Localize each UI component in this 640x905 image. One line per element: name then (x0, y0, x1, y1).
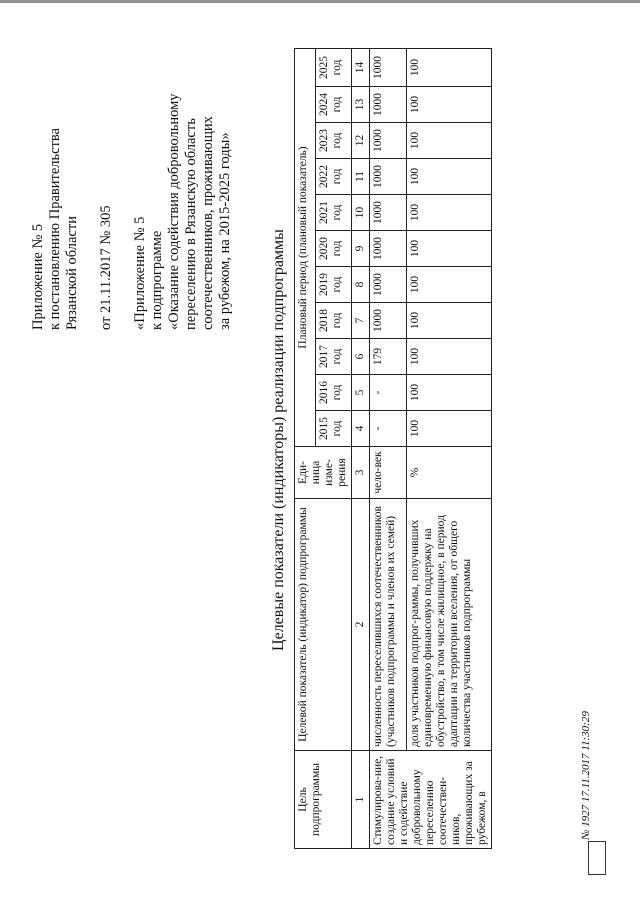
appendix-line: к подпрограмме (149, 230, 165, 330)
goal-cell: Стимулирова-ние, создание условий и содействие добровольному переселению соотечествен-ников, проживающих за рубежом, в (370, 751, 492, 849)
year-header: 2023 год (315, 123, 351, 159)
table-title: Целевые показатели (индикаторы) реализации подпрограммы (270, 229, 287, 651)
appendix-line: «Приложение № 5 (132, 216, 148, 330)
unit-cell: чело-век (370, 447, 407, 499)
value-cell: 1000 (370, 231, 407, 267)
indicators-table (294, 48, 492, 849)
value-cell: 1000 (370, 195, 407, 231)
column-number: 11 (352, 159, 370, 195)
indicator-cell: доля участников подпрог-раммы, получивших единовременную финансовую поддержку на обустройство, в том числе жилищное, в период адаптации на территории вселения, от общего количества участников подпрограммы (407, 499, 492, 751)
column-number: 3 (352, 447, 370, 499)
appendix-line: соотечественников, проживающих (200, 116, 216, 330)
value-cell: 100 (407, 375, 492, 411)
column-number: 9 (352, 231, 370, 267)
year-header: 2017 год (315, 339, 351, 375)
year-header: 2020 год (315, 231, 351, 267)
column-number: 12 (352, 123, 370, 159)
value-cell: 1000 (370, 303, 407, 339)
value-cell: 100 (407, 195, 492, 231)
value-cell: 1000 (370, 48, 407, 86)
column-number: 2 (352, 499, 370, 751)
value-cell: 100 (407, 159, 492, 195)
value-cell: 100 (407, 87, 492, 123)
value-cell: 100 (407, 411, 492, 447)
registration-footer: № 1927 17.11.2017 11:30:29 (580, 711, 592, 840)
value-cell: - (370, 375, 407, 411)
appendix-line: переселению в Рязанскую область (183, 118, 199, 330)
appendix-header (30, 30, 234, 330)
value-cell: 1000 (370, 267, 407, 303)
header-goal: Цель подпрограммы (295, 751, 352, 849)
stamp-logo (588, 841, 606, 875)
column-number: 4 (352, 411, 370, 447)
table-row (370, 48, 407, 848)
column-number: 6 (352, 339, 370, 375)
column-number: 1 (352, 751, 370, 849)
value-cell: - (370, 411, 407, 447)
column-number: 5 (352, 375, 370, 411)
appendix-line (81, 30, 98, 330)
column-number-row (352, 48, 370, 848)
header-planning-period: Плановый период (плановый показатель) (295, 48, 316, 446)
value-cell: 179 (370, 339, 407, 375)
year-header: 2019 год (315, 267, 351, 303)
year-header: 2016 год (315, 375, 351, 411)
column-number: 10 (352, 195, 370, 231)
appendix-line: Рязанской области (64, 216, 80, 330)
value-cell: 100 (407, 339, 492, 375)
column-number: 14 (352, 48, 370, 86)
header-unit: Еди-ница изме-рения (295, 447, 352, 499)
appendix-line: за рубежом, на 2015-2025 годы» (217, 132, 233, 330)
appendix-line (115, 30, 132, 330)
indicator-cell: численность переселившихся соотечественников (участников подпрограммы и членов их семей) (370, 499, 407, 751)
value-cell: 100 (407, 123, 492, 159)
value-cell: 1000 (370, 87, 407, 123)
appendix-line: Приложение № 5 (30, 223, 46, 330)
unit-cell: % (407, 447, 492, 499)
year-header: 2024 год (315, 87, 351, 123)
appendix-line: от 21.11.2017 № 305 (98, 205, 114, 330)
value-cell: 100 (407, 267, 492, 303)
appendix-line: «Оказание содействия добровольному (166, 93, 182, 330)
year-header: 2015 год (315, 411, 351, 447)
year-header: 2021 год (315, 195, 351, 231)
column-number: 13 (352, 87, 370, 123)
table-row (407, 48, 492, 848)
value-cell: 1000 (370, 159, 407, 195)
value-cell: 100 (407, 303, 492, 339)
appendix-line: к постановлению Правительства (47, 128, 63, 330)
year-header: 2022 год (315, 159, 351, 195)
column-number: 7 (352, 303, 370, 339)
value-cell: 100 (407, 231, 492, 267)
value-cell: 100 (407, 48, 492, 86)
year-header: 2025 год (315, 48, 351, 86)
header-row (295, 48, 316, 848)
value-cell: 1000 (370, 123, 407, 159)
header-indicator: Целевой показатель (индикатор) подпрограммы (295, 499, 352, 751)
year-header: 2018 год (315, 303, 351, 339)
column-number: 8 (352, 267, 370, 303)
